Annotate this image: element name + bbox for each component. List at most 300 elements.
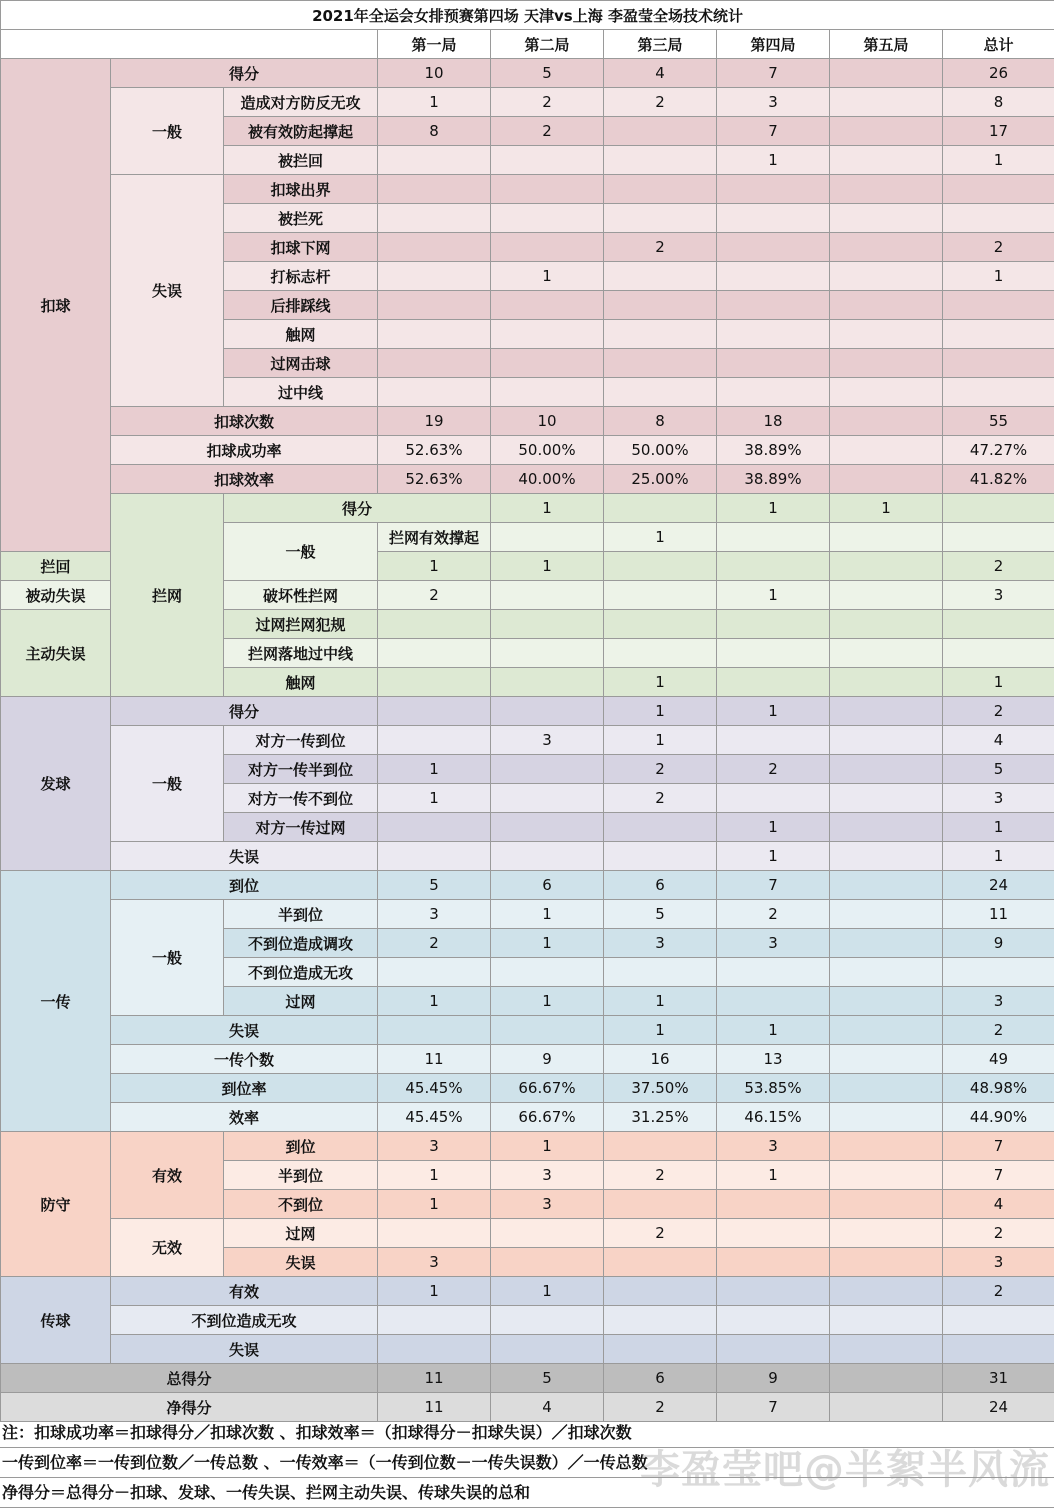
group-label: 主动失误: [1, 610, 111, 697]
value-cell: 1: [378, 88, 491, 117]
group-label: 被动失误: [1, 581, 111, 610]
value-cell: [830, 987, 943, 1016]
row-label: 不到位: [224, 1190, 378, 1219]
value-cell: 7: [943, 1132, 1054, 1161]
value-cell: [830, 813, 943, 842]
value-cell: [830, 88, 943, 117]
row-label: 得分: [111, 697, 378, 726]
value-cell: 1: [830, 494, 943, 523]
value-cell: [943, 958, 1054, 987]
value-cell: [943, 610, 1054, 639]
row-label: 被拦回: [224, 146, 378, 175]
value-cell: 1: [717, 1016, 830, 1045]
value-cell: [604, 581, 717, 610]
row-label: 有效: [111, 1277, 378, 1306]
value-cell: 1: [943, 146, 1054, 175]
row-label: 拦网有效撑起: [378, 523, 491, 552]
value-cell: [717, 668, 830, 697]
row-label: 失误: [224, 1248, 378, 1277]
value-cell: [830, 581, 943, 610]
section-label-reception: 一传: [1, 871, 111, 1132]
value-cell: [717, 378, 830, 407]
value-cell: [830, 900, 943, 929]
table-row: [1, 59, 1054, 88]
value-cell: 1: [717, 697, 830, 726]
row-label: 拦回: [1, 552, 111, 581]
value-cell: [943, 639, 1054, 668]
value-cell: 2: [604, 1161, 717, 1190]
row-label: 对方一传过网: [224, 813, 378, 842]
value-cell: [604, 1248, 717, 1277]
row-label: 得分: [111, 59, 378, 88]
value-cell: 9: [943, 929, 1054, 958]
value-cell: 1: [717, 494, 830, 523]
value-cell: [491, 175, 604, 204]
value-cell: 2: [943, 233, 1054, 262]
value-cell: 2: [717, 900, 830, 929]
table-row: [1, 407, 1054, 436]
value-cell: 1: [378, 784, 491, 813]
value-cell: [378, 1335, 491, 1364]
row-label: 不到位造成无攻: [224, 958, 378, 987]
row-label: 触网: [224, 668, 378, 697]
table-row: [1, 1219, 1054, 1248]
value-cell: [604, 958, 717, 987]
value-cell: [604, 610, 717, 639]
value-cell: 3: [943, 784, 1054, 813]
value-cell: [378, 726, 491, 755]
value-cell: [830, 1335, 943, 1364]
value-cell: [491, 697, 604, 726]
value-cell: 8: [604, 407, 717, 436]
value-cell: [830, 1248, 943, 1277]
value-cell: 4: [943, 726, 1054, 755]
value-cell: [378, 320, 491, 349]
value-cell: 3: [717, 929, 830, 958]
value-cell: [830, 610, 943, 639]
value-cell: [717, 320, 830, 349]
value-cell: 2: [604, 233, 717, 262]
value-cell: [491, 291, 604, 320]
value-cell: [830, 755, 943, 784]
value-cell: 40.00%: [491, 465, 604, 494]
value-cell: [717, 1219, 830, 1248]
value-cell: [378, 175, 491, 204]
row-label: 过网拦网犯规: [224, 610, 378, 639]
row-label: 被拦死: [224, 204, 378, 233]
value-cell: [491, 1335, 604, 1364]
table-row: [1, 842, 1054, 871]
value-cell: 1: [378, 987, 491, 1016]
value-cell: 1: [491, 552, 604, 581]
value-cell: [378, 1219, 491, 1248]
row-label: 造成对方防反无攻: [224, 88, 378, 117]
value-cell: [943, 1306, 1054, 1335]
value-cell: 1: [943, 842, 1054, 871]
value-cell: [604, 1306, 717, 1335]
value-cell: [378, 842, 491, 871]
value-cell: [491, 233, 604, 262]
table-row: [1, 1045, 1054, 1074]
value-cell: 1: [604, 987, 717, 1016]
row-label: 半到位: [224, 900, 378, 929]
row-label: 破坏性拦网: [224, 581, 378, 610]
value-cell: [717, 958, 830, 987]
value-cell: 11: [378, 1364, 491, 1393]
value-cell: [491, 755, 604, 784]
column-header: 第五局: [830, 30, 943, 59]
value-cell: [943, 291, 1054, 320]
value-cell: [378, 291, 491, 320]
value-cell: 2: [604, 1219, 717, 1248]
value-cell: [943, 320, 1054, 349]
value-cell: [491, 349, 604, 378]
row-label: 到位: [111, 871, 378, 900]
value-cell: [604, 1132, 717, 1161]
value-cell: 2: [604, 88, 717, 117]
value-cell: [604, 320, 717, 349]
value-cell: [604, 204, 717, 233]
value-cell: 7: [717, 871, 830, 900]
value-cell: 1: [491, 900, 604, 929]
value-cell: [378, 262, 491, 291]
group-label: 无效: [111, 1219, 224, 1277]
value-cell: 3: [943, 1248, 1054, 1277]
watermark: 李盈莹吧@半絮半风流: [640, 1438, 1050, 1495]
value-cell: 1: [491, 494, 604, 523]
total-label: 净得分: [1, 1393, 378, 1422]
value-cell: [604, 1335, 717, 1364]
value-cell: [604, 117, 717, 146]
row-label: 得分: [224, 494, 491, 523]
value-cell: 7: [717, 1393, 830, 1422]
value-cell: [943, 494, 1054, 523]
value-cell: 7: [717, 117, 830, 146]
table-row: [1, 1103, 1054, 1132]
value-cell: 1: [604, 726, 717, 755]
value-cell: [491, 204, 604, 233]
value-cell: 3: [943, 581, 1054, 610]
value-cell: [491, 581, 604, 610]
value-cell: [717, 552, 830, 581]
value-cell: [604, 1277, 717, 1306]
value-cell: 3: [943, 987, 1054, 1016]
value-cell: 19: [378, 407, 491, 436]
value-cell: 13: [717, 1045, 830, 1074]
value-cell: 3: [717, 1132, 830, 1161]
value-cell: 44.90%: [943, 1103, 1054, 1132]
value-cell: [830, 320, 943, 349]
value-cell: 1: [378, 1190, 491, 1219]
header-row: [1, 30, 1054, 59]
table-row: [1, 1132, 1054, 1161]
section-label-serve: 发球: [1, 697, 111, 871]
value-cell: 2: [943, 552, 1054, 581]
value-cell: 6: [604, 871, 717, 900]
value-cell: 18: [717, 407, 830, 436]
value-cell: 7: [717, 59, 830, 88]
value-cell: 1: [378, 755, 491, 784]
value-cell: [378, 349, 491, 378]
header-blank: [1, 30, 378, 59]
value-cell: [491, 1306, 604, 1335]
value-cell: [830, 117, 943, 146]
value-cell: [830, 523, 943, 552]
value-cell: 1: [491, 987, 604, 1016]
value-cell: 5: [491, 1364, 604, 1393]
value-cell: [378, 204, 491, 233]
value-cell: [830, 1364, 943, 1393]
value-cell: [491, 639, 604, 668]
value-cell: 11: [378, 1045, 491, 1074]
value-cell: 66.67%: [491, 1103, 604, 1132]
value-cell: 3: [378, 1248, 491, 1277]
value-cell: [604, 175, 717, 204]
value-cell: [830, 1045, 943, 1074]
table-row: [1, 436, 1054, 465]
value-cell: [717, 523, 830, 552]
section-label-defense: 防守: [1, 1132, 111, 1277]
value-cell: [491, 320, 604, 349]
value-cell: 1: [604, 668, 717, 697]
value-cell: 26: [943, 59, 1054, 88]
row-label: 过网: [224, 987, 378, 1016]
value-cell: [491, 378, 604, 407]
value-cell: 24: [943, 871, 1054, 900]
value-cell: [717, 726, 830, 755]
value-cell: 2: [491, 117, 604, 146]
row-label: 扣球次数: [111, 407, 378, 436]
row-label: 到位率: [111, 1074, 378, 1103]
column-header: 总计: [943, 30, 1054, 59]
value-cell: [491, 146, 604, 175]
row-label: 失误: [111, 1335, 378, 1364]
value-cell: 7: [943, 1161, 1054, 1190]
value-cell: 3: [491, 726, 604, 755]
row-label: 不到位造成调攻: [224, 929, 378, 958]
value-cell: [830, 668, 943, 697]
value-cell: [830, 175, 943, 204]
value-cell: 2: [717, 755, 830, 784]
value-cell: 31: [943, 1364, 1054, 1393]
value-cell: 48.98%: [943, 1074, 1054, 1103]
group-label: 有效: [111, 1132, 224, 1219]
value-cell: [830, 726, 943, 755]
table-row: [1, 697, 1054, 726]
value-cell: [830, 262, 943, 291]
value-cell: [378, 146, 491, 175]
value-cell: [943, 175, 1054, 204]
row-label: 触网: [224, 320, 378, 349]
value-cell: [830, 465, 943, 494]
sheet-title: 2021年全运会女排预赛第四场 天津vs上海 李盈莹全场技术统计: [1, 1, 1054, 30]
value-cell: 41.82%: [943, 465, 1054, 494]
row-label: 拦网落地过中线: [224, 639, 378, 668]
total-row: [1, 1364, 1054, 1393]
value-cell: 66.67%: [491, 1074, 604, 1103]
table-row: [1, 900, 1054, 929]
value-cell: 1: [943, 813, 1054, 842]
value-cell: [378, 1016, 491, 1045]
value-cell: 1: [717, 842, 830, 871]
value-cell: 1: [604, 1016, 717, 1045]
value-cell: 46.15%: [717, 1103, 830, 1132]
value-cell: [491, 523, 604, 552]
value-cell: 5: [943, 755, 1054, 784]
value-cell: [830, 378, 943, 407]
value-cell: [830, 842, 943, 871]
value-cell: [717, 639, 830, 668]
value-cell: 2: [604, 784, 717, 813]
value-cell: [378, 697, 491, 726]
value-cell: 17: [943, 117, 1054, 146]
value-cell: [604, 1190, 717, 1219]
footnote-line: 注：扣球成功率＝扣球得分／扣球次数 、扣球效率＝（扣球得分－扣球失误）／扣球次数: [0, 1418, 1054, 1448]
value-cell: 3: [378, 1132, 491, 1161]
value-cell: [830, 291, 943, 320]
value-cell: 49: [943, 1045, 1054, 1074]
value-cell: [830, 407, 943, 436]
value-cell: 1: [491, 262, 604, 291]
row-label: 一传个数: [111, 1045, 378, 1074]
value-cell: [943, 523, 1054, 552]
value-cell: [378, 233, 491, 262]
table-row: [1, 1335, 1054, 1364]
table-row: [1, 465, 1054, 494]
value-cell: [830, 1306, 943, 1335]
value-cell: 3: [491, 1161, 604, 1190]
value-cell: 25.00%: [604, 465, 717, 494]
value-cell: [717, 349, 830, 378]
value-cell: [491, 668, 604, 697]
row-label: 不到位造成无攻: [111, 1306, 378, 1335]
group-label: 失误: [111, 175, 224, 407]
value-cell: [491, 784, 604, 813]
value-cell: 1: [943, 262, 1054, 291]
value-cell: [491, 842, 604, 871]
value-cell: [830, 436, 943, 465]
group-label: 一般: [111, 88, 224, 175]
value-cell: [604, 494, 717, 523]
value-cell: 1: [491, 929, 604, 958]
row-label: 对方一传不到位: [224, 784, 378, 813]
value-cell: [717, 1335, 830, 1364]
value-cell: 1: [378, 552, 491, 581]
value-cell: 11: [378, 1393, 491, 1422]
value-cell: 1: [717, 813, 830, 842]
value-cell: [830, 958, 943, 987]
value-cell: 50.00%: [604, 436, 717, 465]
value-cell: 24: [943, 1393, 1054, 1422]
value-cell: 53.85%: [717, 1074, 830, 1103]
table-row: [1, 1306, 1054, 1335]
value-cell: 6: [604, 1364, 717, 1393]
row-label: 对方一传半到位: [224, 755, 378, 784]
table-row: [1, 1016, 1054, 1045]
value-cell: 4: [491, 1393, 604, 1422]
table-row: [1, 1277, 1054, 1306]
value-cell: [830, 552, 943, 581]
value-cell: 11: [943, 900, 1054, 929]
value-cell: [830, 349, 943, 378]
value-cell: [378, 378, 491, 407]
value-cell: 45.45%: [378, 1074, 491, 1103]
value-cell: 55: [943, 407, 1054, 436]
value-cell: 10: [378, 59, 491, 88]
value-cell: 16: [604, 1045, 717, 1074]
value-cell: [830, 1016, 943, 1045]
value-cell: 47.27%: [943, 436, 1054, 465]
value-cell: [378, 610, 491, 639]
value-cell: [717, 610, 830, 639]
row-label: 半到位: [224, 1161, 378, 1190]
value-cell: 31.25%: [604, 1103, 717, 1132]
value-cell: 9: [717, 1364, 830, 1393]
value-cell: [378, 1306, 491, 1335]
value-cell: 1: [604, 523, 717, 552]
section-label-setting: 传球: [1, 1277, 111, 1364]
value-cell: [604, 262, 717, 291]
row-label: 过网击球: [224, 349, 378, 378]
column-header: 第四局: [717, 30, 830, 59]
row-label: 被有效防起撑起: [224, 117, 378, 146]
column-header: 第一局: [378, 30, 491, 59]
value-cell: 5: [604, 900, 717, 929]
value-cell: [830, 871, 943, 900]
value-cell: 9: [491, 1045, 604, 1074]
value-cell: [378, 958, 491, 987]
value-cell: [604, 378, 717, 407]
value-cell: [491, 1248, 604, 1277]
row-label: 扣球效率: [111, 465, 378, 494]
table-row: [1, 871, 1054, 900]
value-cell: 10: [491, 407, 604, 436]
value-cell: 38.89%: [717, 436, 830, 465]
row-label: 扣球出界: [224, 175, 378, 204]
value-cell: [491, 610, 604, 639]
value-cell: [604, 349, 717, 378]
value-cell: 2: [378, 581, 491, 610]
value-cell: [717, 291, 830, 320]
value-cell: 1: [717, 581, 830, 610]
value-cell: [830, 1161, 943, 1190]
value-cell: [378, 813, 491, 842]
value-cell: 4: [604, 59, 717, 88]
section-label-attack: 扣球: [1, 59, 111, 552]
value-cell: 2: [604, 1393, 717, 1422]
value-cell: 1: [491, 1277, 604, 1306]
value-cell: [604, 639, 717, 668]
value-cell: 1: [491, 1132, 604, 1161]
value-cell: 2: [943, 1277, 1054, 1306]
value-cell: [717, 784, 830, 813]
value-cell: 3: [378, 900, 491, 929]
value-cell: 2: [943, 1219, 1054, 1248]
value-cell: [943, 1335, 1054, 1364]
value-cell: 45.45%: [378, 1103, 491, 1132]
total-label: 总得分: [1, 1364, 378, 1393]
table-row: [1, 726, 1054, 755]
row-label: 打标志杆: [224, 262, 378, 291]
value-cell: [830, 1277, 943, 1306]
footnote-line: 一传到位率＝一传到位数／一传总数 、一传效率＝（一传到位数－一传失误数）／一传总数: [0, 1448, 1054, 1478]
row-label: 扣球成功率: [111, 436, 378, 465]
value-cell: 52.63%: [378, 465, 491, 494]
value-cell: [830, 929, 943, 958]
value-cell: 1: [378, 1161, 491, 1190]
value-cell: 2: [943, 1016, 1054, 1045]
footnote-line: 净得分＝总得分－扣球、发球、一传失误、拦网主动失误、传球失误的总和: [0, 1478, 1054, 1508]
